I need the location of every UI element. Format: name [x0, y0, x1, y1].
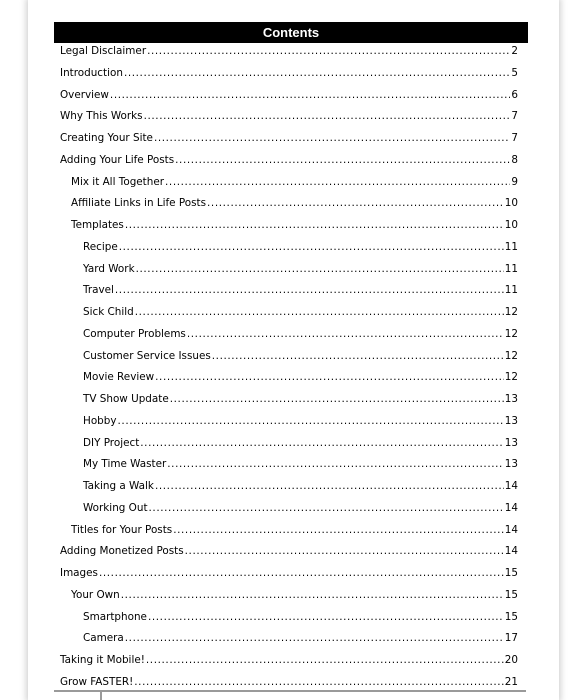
toc-leader-dots: [173, 524, 504, 536]
toc-entry-page-number: 8: [511, 153, 518, 166]
toc-entry-label: Grow FASTER!: [60, 675, 134, 688]
toc-entry-page-number: 11: [504, 240, 518, 253]
toc-leader-dots: [146, 654, 504, 666]
toc-entry-label: Titles for Your Posts: [71, 523, 173, 536]
toc-entry[interactable]: [83, 611, 518, 627]
toc-entry-page-number: 17: [504, 632, 518, 645]
toc-entry-page-number: 12: [504, 371, 518, 384]
toc-entry-page-number: 13: [504, 436, 518, 449]
toc-entry-label: Smartphone: [83, 610, 147, 623]
toc-entry-label: Legal Disclaimer: [60, 45, 147, 57]
toc-entry-label: Adding Monetized Posts: [60, 545, 184, 558]
toc-entry-page-number: 6: [511, 88, 518, 101]
toc-leader-dots: [187, 328, 504, 340]
toc-leader-dots: [121, 589, 504, 601]
toc-leader-dots: [140, 437, 504, 449]
toc-entry-label: Adding Your Life Posts: [60, 153, 175, 166]
toc-entry-page-number: 13: [504, 458, 518, 471]
toc-entry-label: Introduction: [60, 66, 123, 79]
footer-tick: [100, 692, 102, 700]
toc-entry-page-number: 10: [504, 219, 518, 231]
toc-entry-label: DIY Project: [83, 436, 140, 449]
toc-entry-label: Sick Child: [83, 306, 134, 318]
toc-entry[interactable]: [83, 306, 518, 322]
toc-entry-page-number: 11: [504, 262, 518, 275]
toc-entry-label: Images: [60, 567, 98, 579]
toc-entry-label: TV Show Update: [83, 393, 169, 405]
toc-entry-page-number: 11: [504, 284, 518, 297]
toc-leader-dots: [155, 480, 504, 492]
toc-entry-page-number: 15: [504, 588, 518, 601]
toc-leader-dots: [144, 110, 511, 122]
toc-entry-page-number: 7: [511, 110, 518, 123]
toc-entry[interactable]: [60, 654, 518, 670]
toc-leader-dots: [185, 545, 504, 557]
toc-entry[interactable]: [60, 567, 518, 583]
toc-entry[interactable]: [83, 502, 518, 518]
toc-entry-label: Overview: [60, 88, 109, 101]
toc-entry-page-number: 15: [504, 567, 518, 579]
toc-entry[interactable]: [83, 284, 518, 300]
toc-entry-label: Creating Your Site: [60, 132, 153, 144]
toc-leader-dots: [148, 611, 504, 623]
toc-entry[interactable]: [83, 241, 518, 257]
toc-leader-dots: [135, 306, 504, 318]
toc-entry-page-number: 14: [504, 523, 518, 536]
toc-entry-page-number: 13: [504, 414, 518, 427]
toc-entry-page-number: 12: [504, 349, 518, 362]
toc-leader-dots: [99, 567, 504, 579]
toc-entry[interactable]: [60, 110, 518, 126]
toc-leader-dots: [170, 393, 504, 405]
toc-entry[interactable]: [83, 415, 518, 431]
toc-entry-label: Yard Work: [83, 262, 135, 275]
toc-entry-page-number: 7: [511, 132, 518, 144]
toc-entry-label: Taking a Walk: [83, 480, 154, 492]
toc-entry-page-number: 2: [511, 45, 518, 57]
toc-leader-dots: [119, 241, 504, 253]
toc-leader-dots: [165, 176, 510, 188]
toc-entry-page-number: 12: [504, 306, 518, 318]
toc-entry-page-number: 21: [504, 675, 518, 688]
toc-leader-dots: [115, 284, 504, 296]
toc-entry-page-number: 14: [504, 480, 518, 492]
toc-entry[interactable]: [83, 263, 518, 279]
toc-entry-label: Computer Problems: [83, 327, 186, 340]
toc-leader-dots: [118, 415, 504, 427]
toc-entry[interactable]: [60, 545, 518, 561]
toc-leader-dots: [212, 350, 504, 362]
toc-leader-dots: [136, 263, 504, 275]
toc-entry[interactable]: [60, 154, 518, 170]
toc-entry-label: Movie Review: [83, 371, 155, 384]
toc-entry[interactable]: [71, 176, 518, 192]
toc-leader-dots: [125, 219, 504, 231]
toc-entry-label: Your Own: [71, 588, 120, 601]
toc-leader-dots: [207, 197, 504, 209]
toc-entry-label: Recipe: [83, 240, 118, 253]
toc-entry[interactable]: [83, 393, 518, 409]
toc-entry-label: Camera: [83, 632, 124, 645]
toc-leader-dots: [155, 371, 504, 383]
toc-leader-dots: [125, 632, 504, 644]
toc-entry-page-number: 14: [504, 545, 518, 558]
toc-entry[interactable]: [83, 328, 518, 344]
toc-entry[interactable]: [60, 67, 518, 83]
toc-entry[interactable]: [60, 45, 518, 61]
toc-entry[interactable]: [71, 219, 518, 235]
toc-entry[interactable]: [83, 350, 518, 366]
toc-entry-page-number: 5: [511, 66, 518, 79]
contents-heading: Contents: [54, 22, 528, 43]
toc-entry-page-number: 13: [504, 393, 518, 405]
document-page: [28, 0, 559, 700]
toc-entry[interactable]: [83, 437, 518, 453]
toc-entry[interactable]: [60, 132, 518, 148]
toc-leader-dots: [154, 132, 510, 144]
toc-entry-label: Templates: [71, 219, 124, 231]
toc-entry[interactable]: [83, 458, 518, 474]
toc-entry[interactable]: [83, 480, 518, 496]
toc-leader-dots: [167, 458, 503, 470]
toc-entry[interactable]: [83, 371, 518, 387]
toc-entry-label: My Time Waster: [83, 458, 167, 471]
toc-entry-label: Working Out: [83, 501, 148, 514]
toc-entry-label: Hobby: [83, 414, 117, 427]
toc-leader-dots: [134, 676, 503, 688]
toc-leader-dots: [124, 67, 510, 79]
toc-entry-page-number: 12: [504, 327, 518, 340]
toc-entry-label: Taking it Mobile!: [60, 654, 145, 666]
toc-entry[interactable]: [71, 589, 518, 605]
toc-leader-dots: [149, 502, 504, 514]
toc-entry-label: Why This Works: [60, 110, 143, 123]
toc-entry-page-number: 10: [504, 197, 518, 210]
toc-entry[interactable]: [71, 524, 518, 540]
toc-entry[interactable]: [83, 632, 518, 648]
toc-entry[interactable]: [60, 89, 518, 105]
toc-entry-label: Mix it All Together: [71, 175, 165, 188]
toc-entry-page-number: 9: [511, 175, 518, 188]
toc-leader-dots: [147, 45, 510, 57]
toc-entry[interactable]: [71, 197, 518, 213]
toc-entry-label: Travel: [83, 284, 114, 297]
toc-entry-page-number: 14: [504, 501, 518, 514]
toc-leader-dots: [110, 89, 510, 101]
toc-entry-page-number: 20: [504, 654, 518, 666]
footer-rule: [54, 690, 526, 692]
toc-leader-dots: [175, 154, 510, 166]
toc-entry-label: Affiliate Links in Life Posts: [71, 197, 207, 210]
toc-entry-page-number: 15: [504, 610, 518, 623]
toc-entry-label: Customer Service Issues: [83, 349, 211, 362]
